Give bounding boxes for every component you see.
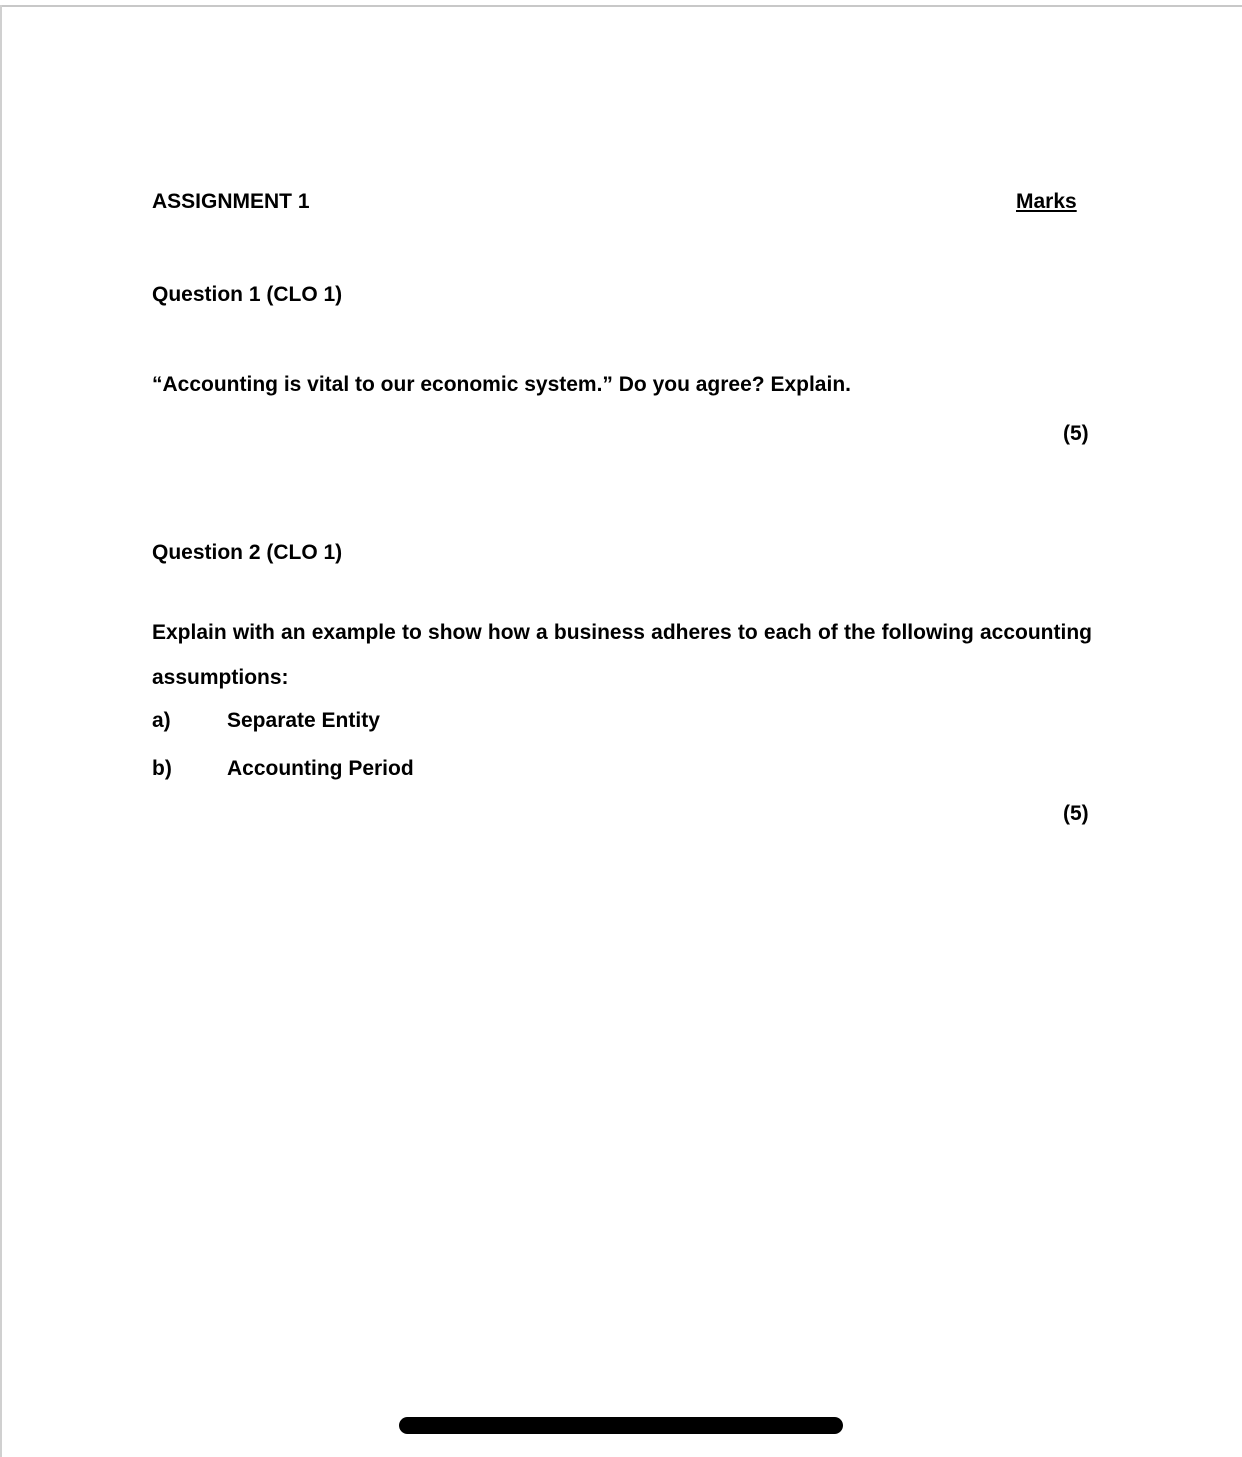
home-indicator[interactable] (399, 1417, 843, 1434)
question-1-heading: Question 1 (CLO 1) (152, 283, 343, 306)
page-top-border (0, 5, 1242, 7)
question-2-heading: Question 2 (CLO 1) (152, 541, 343, 564)
question-2-item-b-text: Accounting Period (227, 757, 414, 780)
question-2-item-a-text: Separate Entity (227, 709, 380, 732)
question-2-marks: (5) (1063, 802, 1089, 825)
question-2-item-b-label: b) (152, 757, 172, 780)
marks-column-heading: Marks (1016, 190, 1077, 213)
page-left-border (0, 5, 2, 1457)
question-1-text: “Accounting is vital to our economic system.” Do you agree? Explain. (152, 373, 851, 396)
question-1-marks: (5) (1063, 422, 1089, 445)
question-2-text: Explain with an example to show how a business adheres to each of the following accounting assumptions: (152, 621, 1092, 689)
assignment-title: ASSIGNMENT 1 (152, 190, 310, 213)
question-2-item-a-label: a) (152, 709, 171, 732)
